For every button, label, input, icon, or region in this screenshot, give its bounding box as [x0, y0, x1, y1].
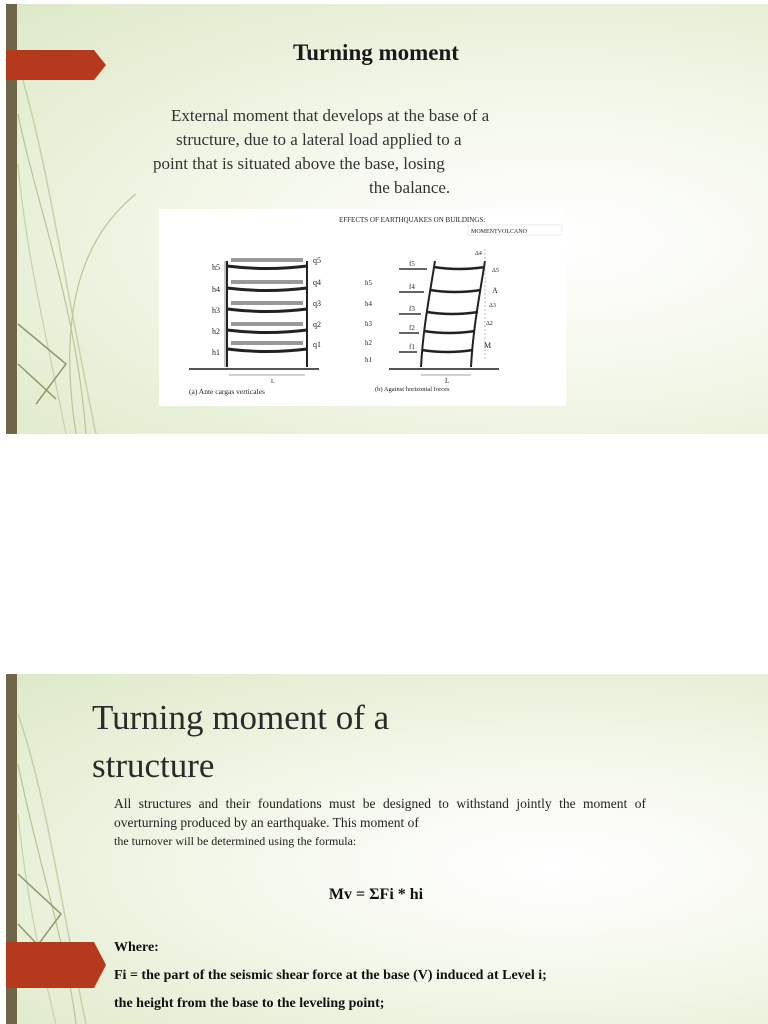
paragraph-tail: the turnover will be determined using the formula:: [114, 834, 357, 848]
slide-turning-moment-structure: [6, 674, 768, 1024]
right-force-label: f1: [409, 343, 415, 351]
left-caption: (a) Ante cargas verticales: [189, 387, 265, 396]
body-line: the balance.: [369, 178, 451, 197]
delta-label: Δ5: [492, 268, 499, 274]
right-height-label: h1: [365, 356, 372, 364]
left-load-label: q1: [313, 340, 321, 349]
delta-label: Δ4: [475, 251, 482, 257]
delta-label: Δ3: [489, 303, 496, 309]
building-diagram: [159, 209, 566, 406]
body-line: point that is situated above the base, losing: [153, 154, 445, 173]
right-caption: (b) Against horizontal forces: [375, 386, 450, 393]
left-height-label: h5: [212, 263, 220, 272]
left-frame: [189, 258, 319, 375]
body-line: External moment that develops at the base of a: [171, 106, 490, 125]
right-frame: [389, 249, 499, 375]
figure-subheader: MOMENTVOLCANO: [471, 229, 527, 235]
definition-hi: the height from the base to the leveling point;: [114, 996, 385, 1011]
slide-title: Turning moment: [293, 40, 459, 65]
left-height-label: h2: [212, 327, 220, 336]
where-label: Where:: [114, 940, 159, 955]
slide-turning-moment: [6, 4, 768, 434]
right-point-label: M: [484, 341, 492, 350]
slide-title: [92, 694, 389, 790]
left-height-label: h3: [212, 306, 220, 315]
left-span-label: L: [271, 379, 275, 385]
delta-label: Δ2: [486, 321, 493, 327]
paragraph-text: All structures and their foundations must be designed to withstand jointly the moment of overturning produced by an earthquake. This moment of: [114, 796, 646, 830]
formula: Mv = ΣFi * hi: [328, 886, 424, 903]
right-force-label: f4: [409, 283, 415, 291]
left-load-label: q3: [313, 299, 321, 308]
definition-fi: Fi = the part of the seismic shear force at the base (V) induced at Level i;: [114, 968, 547, 983]
left-load-label: q2: [313, 320, 321, 329]
right-force-label: f3: [409, 305, 415, 313]
right-height-label: h4: [365, 300, 372, 308]
title-line: structure: [92, 746, 215, 785]
right-force-label: f2: [409, 324, 415, 332]
left-height-label: h1: [212, 348, 220, 357]
right-span-label: L: [445, 377, 450, 385]
right-height-label: h2: [365, 339, 372, 347]
body-text: [126, 104, 546, 200]
right-height-label: h5: [365, 279, 372, 287]
right-force-label: f5: [409, 260, 415, 268]
left-load-label: q4: [313, 278, 321, 287]
right-height-label: h3: [365, 320, 372, 328]
body-paragraph: [114, 794, 646, 851]
accent-tab: [6, 942, 106, 988]
figure-header: EFFECTS OF EARTHQUAKES ON BUILDINGS:: [339, 216, 486, 224]
title-line: Turning moment of a: [92, 698, 390, 737]
left-height-label: h4: [212, 285, 220, 294]
body-line: structure, due to a lateral load applied to a: [176, 130, 462, 149]
right-point-label: A: [492, 286, 498, 295]
left-load-label: q5: [313, 256, 321, 265]
